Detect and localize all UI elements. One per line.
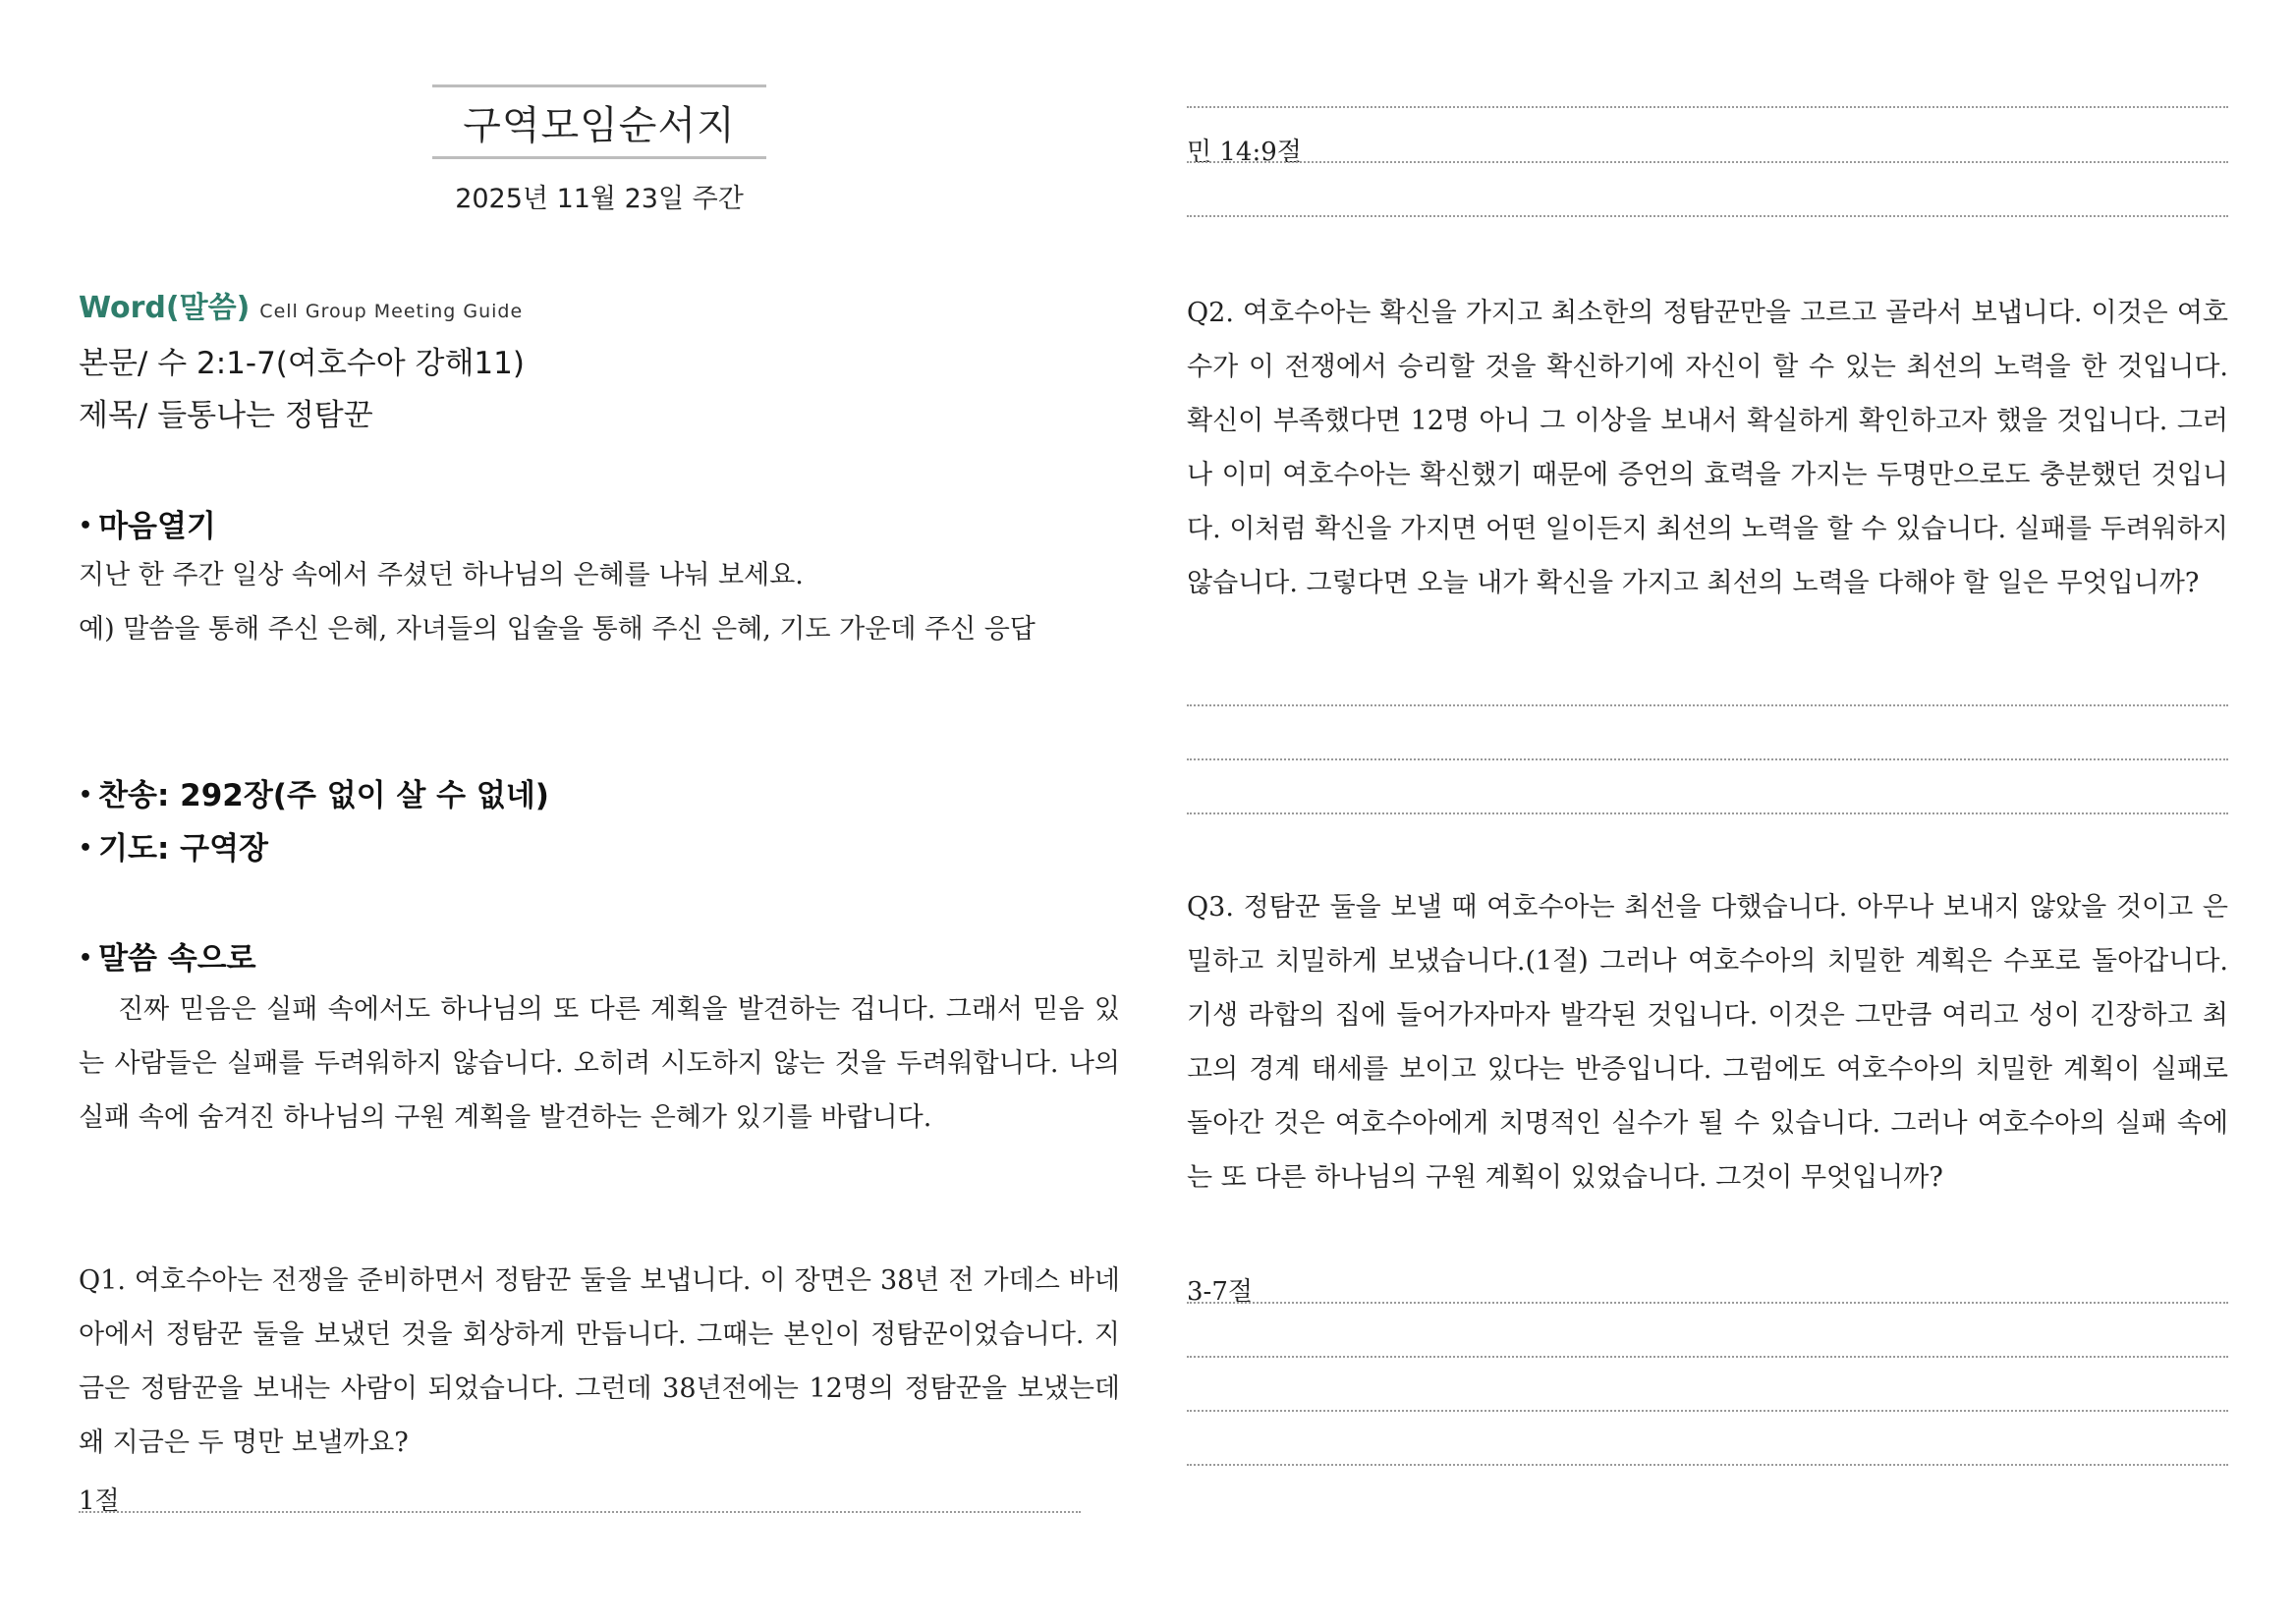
- answer-line: [1187, 1464, 2228, 1466]
- hymn-text: 찬송: 292장(주 없이 살 수 없네): [98, 778, 549, 813]
- opening-line-2: 예) 말씀을 통해 주신 은혜, 자녀들의 입술을 통해 주신 은혜, 기도 가운데 주신 응답: [79, 614, 1036, 644]
- hymn-line: [79, 770, 549, 814]
- prayer-text: 기도: 구역장: [98, 831, 268, 867]
- prayer-line: [79, 823, 268, 868]
- answer-line: [1187, 704, 2228, 706]
- page-title: 구역모임순서지: [463, 102, 736, 148]
- opening-line-1: 지난 한 주간 일상 속에서 주셨던 하나님의 은혜를 나눠 보세요.: [79, 560, 804, 590]
- question-1: Q1. 여호수아는 전쟁을 준비하면서 정탐꾼 둘을 보냅니다. 이 장면은 38년 전 가데스 바네아에서 정탐꾼 둘을 보냈던 것을 회상하게 만듭니다. 그때는 본인이 정탐꾼이었습니다. 지금은 정탐꾼을 보내는 사람이 되었습니다. 그런데 38년전에는 12명의 정탐꾼을 보냈는데 왜 지금은 두 명만 보낼까요?: [79, 1265, 1120, 1458]
- into-word-heading: [79, 933, 256, 978]
- bullet-icon: •: [79, 836, 93, 861]
- word-heading-title: Word(말씀): [79, 291, 251, 325]
- answer-line: [79, 1511, 1081, 1513]
- topic-line: 제목/ 들통나는 정탐꾼: [79, 398, 373, 433]
- question-3: Q3. 정탐꾼 둘을 보낼 때 여호수아는 최선을 다했습니다. 아무나 보내지 않았을 것이고 은밀하고 치밀하게 보냈습니다.(1절) 그러나 여호수아의 치밀한 계획은 수포로 돌아갑니다. 기생 라합의 집에 들어가자마자 발각된 것입니다. 이것은 그만큼 여리고 성이 긴장하고 최고의 경계 태세를 보이고 있다는 반증입니다. 그럼에도 여호수아의 치밀한 계획이 실패로 돌아간 것은 여호수아에게 치명적인 실수가 될 수 있습니다. 그러나 여호수아의 실패 속에는 또 다른 하나님의 구원 계획이 있었습니다. 그것이 무엇입니까?: [1187, 892, 2228, 1193]
- title-box: [432, 84, 766, 159]
- answer-line: [1187, 161, 2228, 163]
- answer-line: [1187, 812, 2228, 814]
- meeting-date: 2025년 11월 23일 주간: [455, 184, 744, 214]
- question-2: Q2. 여호수아는 확신을 가지고 최소한의 정탐꾼만을 고르고 골라서 보냅니다. 이것은 여호수가 이 전쟁에서 승리할 것을 확신하기에 자신이 할 수 있는 최선의 노력을 한 것입니다. 확신이 부족했다면 12명 아니 그 이상을 보내서 확실하게 확인하고자 했을 것입니다. 그러나 이미 여호수아는 확신했기 때문에 증언의 효력을 가지는 두명만으로도 충분했던 것입니다. 이처럼 확신을 가지면 어떤 일이든지 최선의 노력을 할 수 있습니다. 실패를 두려워하지 않습니다. 그렇다면 오늘 내가 확신을 가지고 최선의 노력을 다해야 할 일은 무엇입니까?: [1187, 298, 2228, 598]
- question-1-verse: 1절: [79, 1486, 120, 1516]
- opening-heading: [79, 501, 216, 545]
- answer-line: [1187, 106, 2228, 108]
- answer-line: [1187, 215, 2228, 217]
- bullet-icon: •: [79, 514, 93, 538]
- into-word-body: 진짜 믿음은 실패 속에서도 하나님의 또 다른 계획을 발견하는 겁니다. 그래서 믿음 있는 사람들은 실패를 두려워하지 않습니다. 오히려 시도하지 않는 것을 두려워합니다. 나의 실패 속에 숨겨진 하나님의 구원 계획을 발견하는 은혜가 있기를 바랍니다.: [79, 994, 1120, 1133]
- answer-line: [1187, 1410, 2228, 1412]
- question-1-verse-cont: 민 14:9절: [1187, 138, 1302, 167]
- into-word-title: 말씀 속으로: [98, 941, 256, 977]
- question-3-verse: 3-7절: [1187, 1277, 1253, 1307]
- answer-line: [1187, 1302, 2228, 1304]
- passage-line: 본문/ 수 2:1-7(여호수아 강해11): [79, 346, 525, 381]
- bullet-icon: •: [79, 946, 93, 971]
- word-heading-subtitle: Cell Group Meeting Guide: [259, 301, 524, 322]
- word-heading: [79, 283, 523, 326]
- bullet-icon: •: [79, 783, 93, 808]
- opening-title: 마음열기: [98, 509, 216, 544]
- answer-line: [1187, 758, 2228, 760]
- answer-line: [1187, 1356, 2228, 1358]
